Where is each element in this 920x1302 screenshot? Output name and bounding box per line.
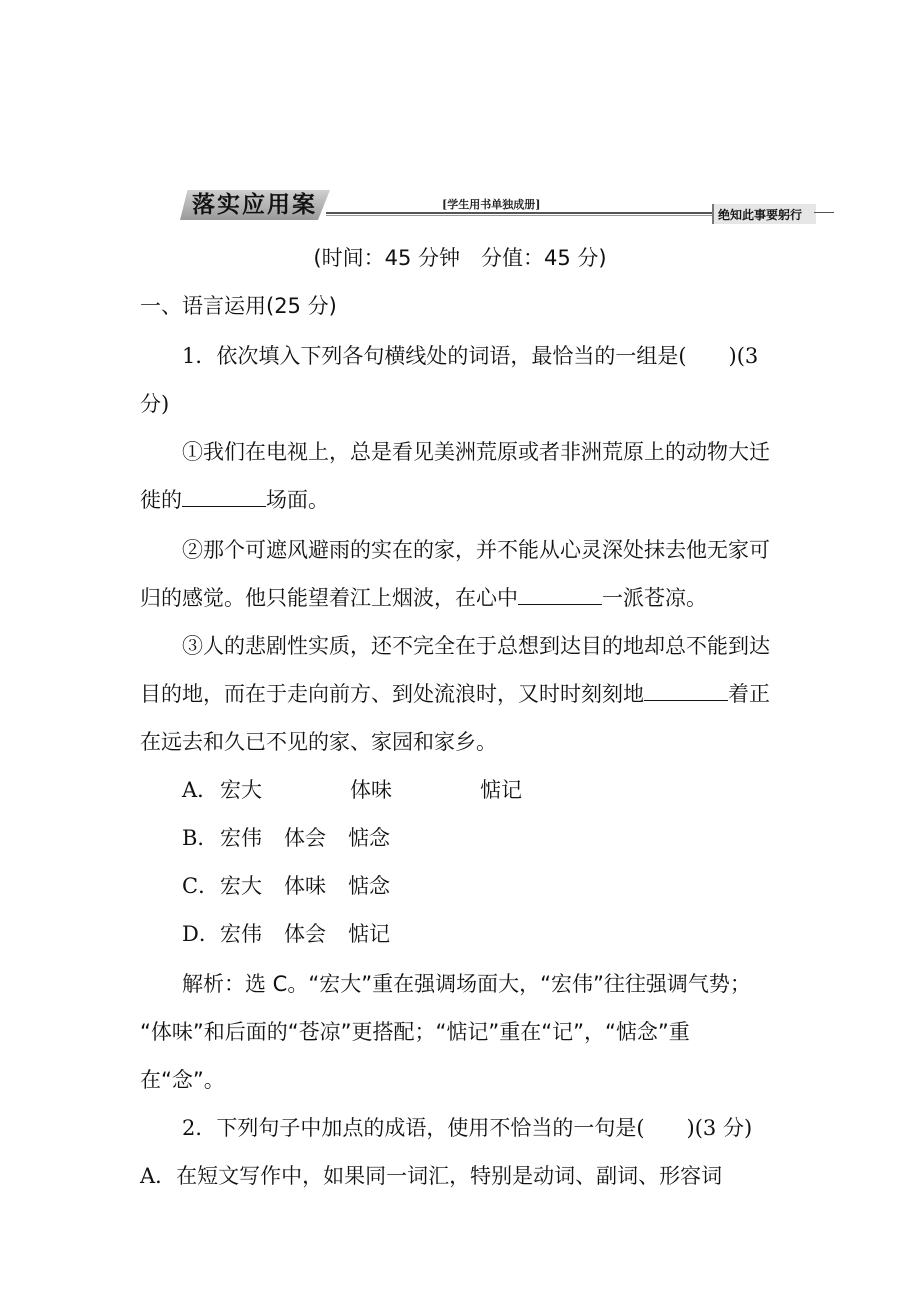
option-letter: C． <box>182 874 220 898</box>
option-word: 惦念 <box>348 826 390 850</box>
q2-stem: 2．下列句子中加点的成语，使用不恰当的一句是( )(3 分) <box>182 1116 753 1140</box>
option-word: 体会 <box>284 922 326 946</box>
q1-stem-text: 1．依次填入下列各句横线处的词语，最恰当的一组是( )(3 <box>182 344 759 368</box>
header-rule-tail <box>814 212 834 213</box>
sentence-text: 徙的 <box>140 488 182 512</box>
q1-sentence1-line2 <box>140 486 782 514</box>
sentence-text: 目的地，而在于走向前方、到处流浪时，又时时刻刻地 <box>140 682 644 706</box>
option-word: 宏伟 <box>220 922 262 946</box>
option-word: 宏大 <box>220 874 262 898</box>
option-word: 惦记 <box>348 922 390 946</box>
time-score-line: (时间：45 分钟 分值：45 分) <box>313 246 607 270</box>
option-word: 体味 <box>350 778 392 802</box>
option-word: 惦记 <box>480 778 522 802</box>
section-title: 一、语言运用(25 分) <box>140 294 337 318</box>
section-header-banner <box>180 186 840 230</box>
q2-option-a-line1: A．在短文写作中，如果同一词汇，特别是动词、副词、形容词 <box>140 1164 723 1188</box>
header-tag: 绝知此事要躬行 <box>718 208 803 222</box>
sentence-text: 着正 <box>728 682 770 706</box>
q1-stem-line1 <box>182 342 782 370</box>
option-word: 体会 <box>284 826 326 850</box>
option-letter: D． <box>182 922 220 946</box>
sentence-text: 归的感觉。他只能望着江上烟波，在心中 <box>140 586 518 610</box>
sentence-text: 场面。 <box>266 488 329 512</box>
sentence-text: 一派苍凉。 <box>602 586 707 610</box>
q1-sentence2-line2 <box>140 584 782 612</box>
q1-analysis-line3: 在“念”。 <box>140 1068 225 1092</box>
fill-blank-3 <box>644 680 728 701</box>
q1-sentence3-line3: 在远去和久已不见的家、家园和家乡。 <box>140 730 497 754</box>
option-letter: A． <box>182 778 219 802</box>
q1-analysis-line2: “体味”和后面的“苍凉”更搭配；“惦记”重在“记”，“惦念”重 <box>140 1020 690 1044</box>
q1-sentence3-line1: ③人的悲剧性实质，还不完全在于总想到达目的地却总不能到达 <box>182 634 770 658</box>
q1-sentence1-line1: ①我们在电视上，总是看见美洲荒原或者非洲荒原上的动物大迁 <box>182 440 770 464</box>
q1-sentence2-line1: ②那个可遮风避雨的实在的家，并不能从心灵深处抹去他无家可 <box>182 538 770 562</box>
q1-stem-line2: 分) <box>140 392 170 416</box>
q1-sentence3-line2 <box>140 680 782 708</box>
q1-analysis-line1: 解析：选 C。“宏大”重在强调场面大，“宏伟”往往强调气势； <box>182 972 751 996</box>
option-word: 惦念 <box>348 874 390 898</box>
banner-badge-title: 落实应用案 <box>192 192 317 218</box>
fill-blank-1 <box>182 486 266 507</box>
option-word: 宏大 <box>220 778 262 802</box>
option-word: 体味 <box>284 874 326 898</box>
fill-blank-2 <box>518 584 602 605</box>
option-letter: B． <box>182 826 219 850</box>
header-note: [学生用书单独成册] <box>442 198 541 211</box>
option-word: 宏伟 <box>220 826 262 850</box>
